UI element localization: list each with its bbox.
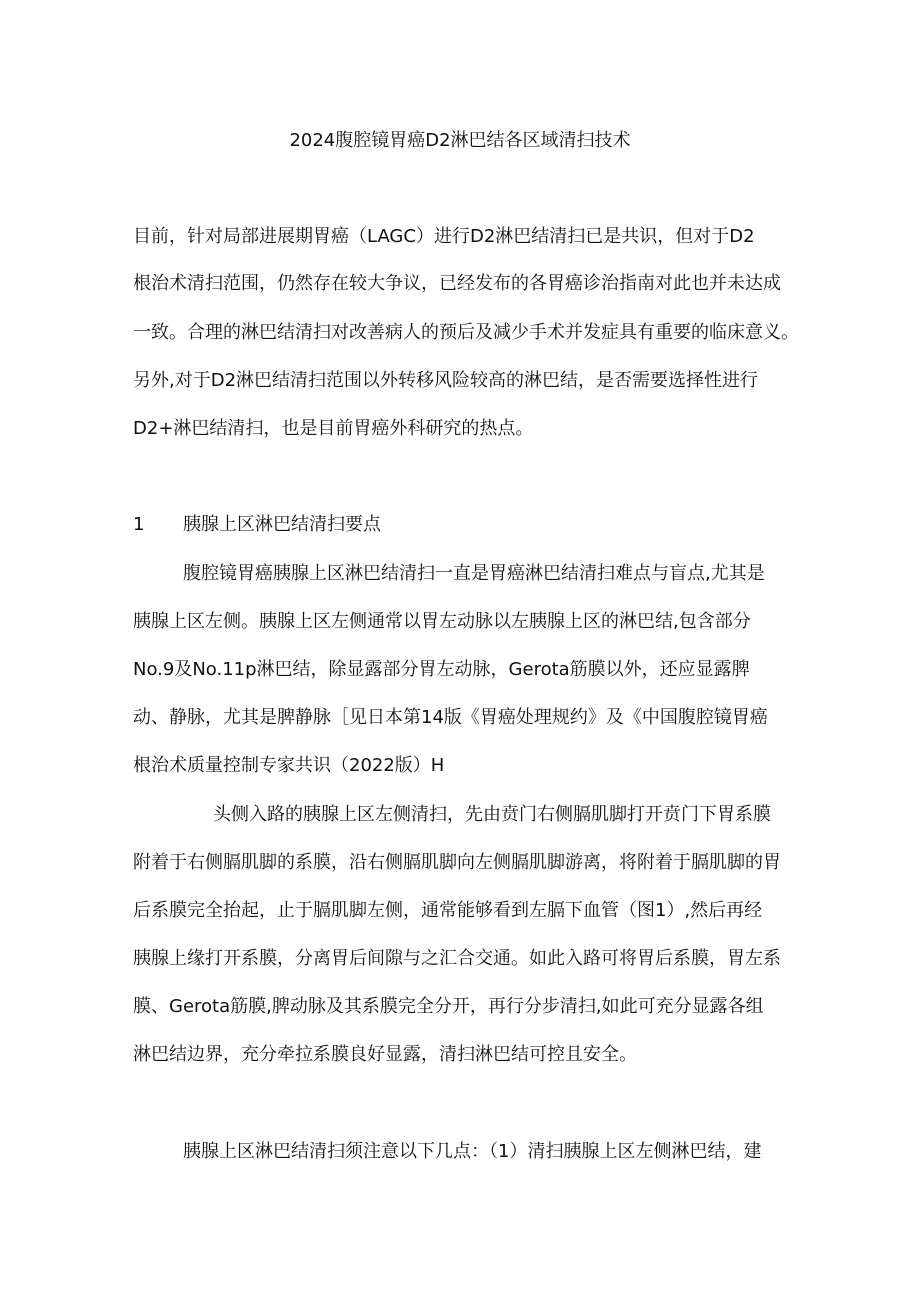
paragraph-line: 胰腺上区淋巴结清扫须注意以下几点：（1）清扫胰腺上区左侧淋巴结，建: [183, 1141, 762, 1162]
paragraph-line: 后系膜完全抬起，止于膈肌脚左侧，通常能够看到左膈下血管（图1）,然后再经: [133, 900, 763, 921]
intro-line: 另外,对于D2淋巴结清扫范围以外转移风险较高的淋巴结，是否需要选择性进行: [133, 370, 759, 391]
intro-line: 目前，针对局部进展期胃癌（LAGC）进行D2淋巴结清扫已是共识，但对于D2: [133, 226, 755, 247]
paragraph-line: No.9及No.11p淋巴结，除显露部分胃左动脉，Gerota筋膜以外，还应显露脾: [133, 659, 750, 680]
intro-line: 根治术清扫范围，仍然存在较大争议，已经发布的各胃癌诊治指南对此也并未达成: [133, 273, 781, 294]
paragraph-line: 头侧入路的胰腺上区左侧清扫，先由贲门右侧膈肌脚打开贲门下胃系膜: [213, 804, 771, 825]
paragraph-line: 胰腺上区左侧。胰腺上区左侧通常以胃左动脉以左胰腺上区的淋巴结,包含部分: [133, 611, 751, 632]
paragraph-line: 附着于右侧膈肌脚的系膜，沿右侧膈肌脚向左侧膈肌脚游离，将附着于膈肌脚的胃: [133, 852, 781, 873]
paragraph-line: 根治术质量控制专家共识（2022版）H: [133, 755, 445, 776]
intro-line: D2+淋巴结清扫，也是目前胃癌外科研究的热点。: [133, 418, 534, 439]
paragraph-line: 胰腺上缘打开系膜，分离胃后间隙与之汇合交通。如此入路可将胃后系膜，胃左系: [133, 948, 781, 969]
document-title: 2024腹腔镜胃癌D2淋巴结各区域清扫技术: [289, 130, 631, 151]
paragraph-line: 膜、Gerota筋膜,脾动脉及其系膜完全分开，再行分步清扫,如此可充分显露各组: [133, 996, 764, 1017]
section-heading: 胰腺上区淋巴结清扫要点: [183, 514, 381, 535]
intro-line: 一致。合理的淋巴结清扫对改善病人的预后及减少手术并发症具有重要的临床意义。: [133, 322, 799, 343]
paragraph-line: 淋巴结边界，充分牵拉系膜良好显露，清扫淋巴结可控且安全。: [133, 1044, 637, 1065]
section-number: 1: [133, 514, 145, 535]
paragraph-line: 腹腔镜胃癌胰腺上区淋巴结清扫一直是胃癌淋巴结清扫难点与盲点,尤其是: [183, 563, 765, 584]
paragraph-line: 动、静脉，尤其是脾静脉［见日本第14版《胃癌处理规约》及《中国腹腔镜胃癌: [133, 707, 768, 728]
